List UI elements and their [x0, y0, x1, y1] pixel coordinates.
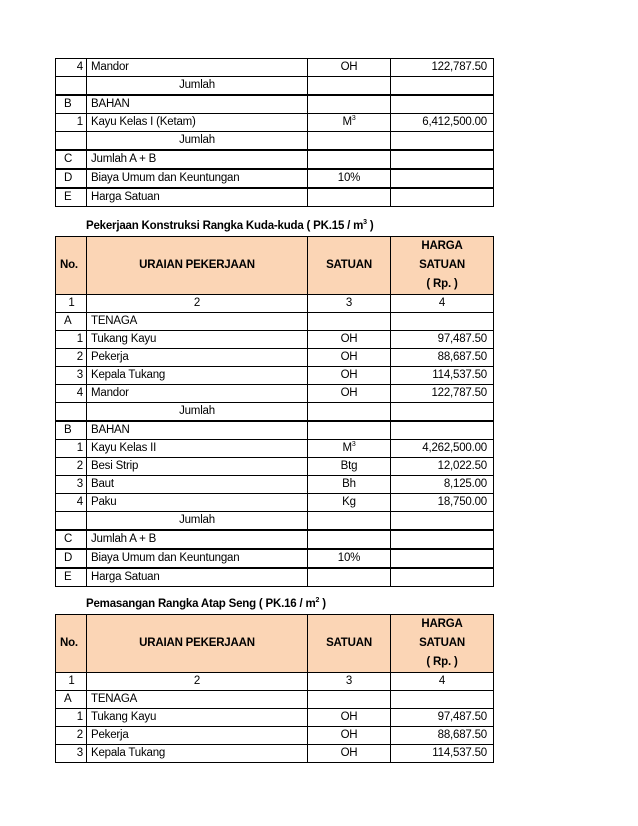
section-title-pk15: Pekerjaan Konstruksi Rangka Kuda-kuda ( $PK.15 / m^3$ ) [86, 219, 374, 232]
table-header [56, 615, 494, 691]
header-row [56, 615, 494, 673]
row-no: 3 [56, 367, 87, 385]
row-satuan: OH [308, 385, 391, 403]
row-satuan: OH [308, 745, 391, 763]
row-harga: 8,125.00 [391, 476, 494, 494]
header-no: No. [56, 615, 87, 673]
section-row [56, 95, 494, 114]
table-body [56, 313, 494, 587]
section-title-pk16: Pemasangan Rangka Atap Seng ( $PK.16 / m^2$ ) [86, 597, 326, 610]
header-row [56, 237, 494, 295]
summary-row [56, 568, 494, 587]
row-harga [391, 691, 494, 709]
row-uraian: Kepala Tukang [87, 745, 308, 763]
row-harga: 4,262,500.00 [391, 440, 494, 458]
row-satuan: 10% [308, 169, 391, 188]
unit-exponent: 3 [351, 441, 356, 449]
row-uraian: Jumlah [87, 77, 308, 96]
unit-text: M [342, 116, 352, 128]
row-no: 4 [56, 494, 87, 512]
table-row [56, 458, 494, 476]
row-harga [391, 132, 494, 151]
row-harga: 114,537.50 [391, 367, 494, 385]
header-no: No. [56, 237, 87, 295]
row-uraian: Mandor [87, 59, 308, 77]
summary-row [56, 549, 494, 568]
row-uraian: TENAGA [87, 313, 308, 331]
row-harga [391, 150, 494, 169]
row-no: 3 [56, 745, 87, 763]
row-no: D [56, 549, 87, 568]
row-harga [391, 188, 494, 207]
table-row [56, 476, 494, 494]
row-uraian: Tukang Kayu [87, 709, 308, 727]
table-row [56, 59, 494, 77]
row-harga [391, 568, 494, 587]
row-satuan: OH [308, 349, 391, 367]
row-harga: 114,537.50 [391, 745, 494, 763]
row-harga: 6,412,500.00 [391, 114, 494, 132]
row-no: 1 [56, 440, 87, 458]
row-no [56, 132, 87, 151]
row-satuan [308, 403, 391, 422]
row-satuan: OH [308, 331, 391, 349]
section-row [56, 421, 494, 440]
summary-row [56, 150, 494, 169]
row-uraian: Biaya Umum dan Keuntungan [87, 549, 308, 568]
row-no: C [56, 530, 87, 549]
column-index-row: 1 2 3 4 [56, 673, 494, 691]
row-harga [391, 421, 494, 440]
row-no: D [56, 169, 87, 188]
row-no: 1 [56, 331, 87, 349]
row-satuan [308, 150, 391, 169]
summary-row [56, 530, 494, 549]
row-harga [391, 77, 494, 96]
header-harga: HARGA SATUAN ( Rp. ) [391, 615, 494, 673]
row-no: 4 [56, 59, 87, 77]
row-uraian: Biaya Umum dan Keuntungan [87, 169, 308, 188]
row-uraian: Tukang Kayu [87, 331, 308, 349]
row-no: A [56, 691, 87, 709]
row-no: 2 [56, 458, 87, 476]
row-no [56, 512, 87, 531]
row-satuan: OH [308, 367, 391, 385]
row-harga: 88,687.50 [391, 349, 494, 367]
row-no [56, 77, 87, 96]
row-no: E [56, 568, 87, 587]
row-no: A [56, 313, 87, 331]
row-satuan: OH [308, 709, 391, 727]
row-satuan [308, 313, 391, 331]
table-row [56, 727, 494, 745]
row-satuan [308, 132, 391, 151]
row-no: 3 [56, 476, 87, 494]
row-harga [391, 313, 494, 331]
row-harga [391, 403, 494, 422]
row-uraian: Jumlah [87, 403, 308, 422]
row-satuan [308, 568, 391, 587]
row-uraian: Harga Satuan [87, 568, 308, 587]
summary-row [56, 188, 494, 207]
row-uraian: BAHAN [87, 421, 308, 440]
header-harga: HARGA SATUAN ( Rp. ) [391, 237, 494, 295]
row-satuan [308, 512, 391, 531]
row-no: 4 [56, 385, 87, 403]
row-no: B [56, 95, 87, 114]
table-pk16 [55, 614, 494, 763]
row-uraian: Jumlah [87, 132, 308, 151]
subtotal-row [56, 132, 494, 151]
row-no [56, 403, 87, 422]
table-row [56, 494, 494, 512]
row-harga: 122,787.50 [391, 385, 494, 403]
row-uraian: Kayu Kelas I (Ketam) [87, 114, 308, 132]
row-no: B [56, 421, 87, 440]
header-uraian: URAIAN PEKERJAAN [87, 237, 308, 295]
table-row [56, 745, 494, 763]
row-harga [391, 549, 494, 568]
row-harga [391, 530, 494, 549]
row-uraian: Mandor [87, 385, 308, 403]
row-no: E [56, 188, 87, 207]
row-satuan: 10% [308, 549, 391, 568]
row-harga: 97,487.50 [391, 709, 494, 727]
section-row [56, 313, 494, 331]
row-harga [391, 169, 494, 188]
row-no: C [56, 150, 87, 169]
row-satuan: Btg [308, 458, 391, 476]
row-harga: 122,787.50 [391, 59, 494, 77]
table-row [56, 367, 494, 385]
table-row [56, 440, 494, 458]
row-no: 2 [56, 727, 87, 745]
row-no: 2 [56, 349, 87, 367]
row-uraian: Pekerja [87, 349, 308, 367]
summary-row [56, 169, 494, 188]
table-header [56, 237, 494, 313]
row-uraian: Besi Strip [87, 458, 308, 476]
table-pk14-continuation [55, 58, 494, 207]
row-no: 1 [56, 114, 87, 132]
unit-text: M [342, 442, 352, 454]
row-satuan [308, 421, 391, 440]
table-row [56, 331, 494, 349]
subtotal-row [56, 512, 494, 531]
header-satuan: SATUAN [308, 237, 391, 295]
row-uraian: Kayu Kelas II [87, 440, 308, 458]
row-satuan: OH [308, 59, 391, 77]
table-body [56, 59, 494, 207]
row-satuan: OH [308, 727, 391, 745]
row-uraian: Jumlah A + B [87, 150, 308, 169]
row-uraian: TENAGA [87, 691, 308, 709]
row-uraian: Jumlah A + B [87, 530, 308, 549]
row-harga [391, 512, 494, 531]
section-row [56, 691, 494, 709]
row-uraian: Baut [87, 476, 308, 494]
row-satuan [308, 77, 391, 96]
header-uraian: URAIAN PEKERJAAN [87, 615, 308, 673]
table-row [56, 709, 494, 727]
row-harga: 97,487.50 [391, 331, 494, 349]
table-row [56, 385, 494, 403]
row-uraian: Harga Satuan [87, 188, 308, 207]
table-row [56, 114, 494, 132]
row-satuan: Bh [308, 476, 391, 494]
row-satuan [308, 188, 391, 207]
row-uraian: BAHAN [87, 95, 308, 114]
row-uraian: Pekerja [87, 727, 308, 745]
row-satuan [308, 691, 391, 709]
unit-exponent: 3 [351, 115, 356, 123]
row-satuan: Kg [308, 494, 391, 512]
row-uraian: Jumlah [87, 512, 308, 531]
row-harga: 12,022.50 [391, 458, 494, 476]
subtotal-row [56, 77, 494, 96]
table-body [56, 691, 494, 763]
row-satuan [308, 530, 391, 549]
row-harga: 18,750.00 [391, 494, 494, 512]
header-satuan: SATUAN [308, 615, 391, 673]
subtotal-row [56, 403, 494, 422]
table-row [56, 349, 494, 367]
column-index-row: 1 2 3 4 [56, 295, 494, 313]
row-satuan [308, 440, 391, 458]
row-no: 1 [56, 709, 87, 727]
row-harga [391, 95, 494, 114]
row-satuan [308, 114, 391, 132]
row-satuan [308, 95, 391, 114]
row-uraian: Paku [87, 494, 308, 512]
row-harga: 88,687.50 [391, 727, 494, 745]
table-pk15 [55, 236, 494, 587]
row-uraian: Kepala Tukang [87, 367, 308, 385]
